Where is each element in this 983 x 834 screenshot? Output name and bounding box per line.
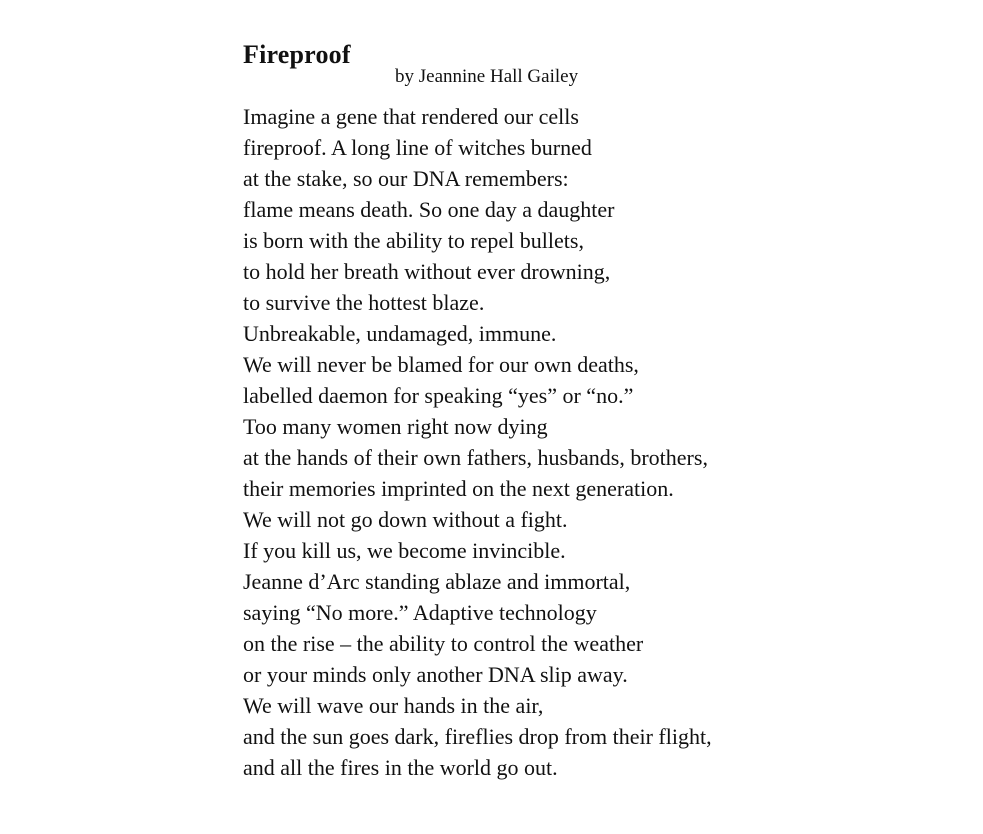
poem-line: is born with the ability to repel bullets, <box>243 228 584 253</box>
poem-line: saying “No more.” Adaptive technology <box>243 600 597 625</box>
poem-author: by Jeannine Hall Gailey <box>395 66 579 87</box>
poem-line: fireproof. A long line of witches burned <box>243 135 592 160</box>
poem-line: Unbreakable, undamaged, immune. <box>243 321 557 346</box>
poem-line: and the sun goes dark, fireflies drop from their flight, <box>243 724 712 749</box>
poem-line: We will not go down without a fight. <box>243 507 568 532</box>
poem-line: labelled daemon for speaking “yes” or “no.” <box>243 383 634 408</box>
poem-line: Jeanne d’Arc standing ablaze and immortal, <box>243 569 631 594</box>
poem-line: Too many women right now dying <box>243 414 548 439</box>
poem-line: flame means death. So one day a daughter <box>243 197 615 222</box>
poem-line: to survive the hottest blaze. <box>243 290 485 315</box>
poem-line: on the rise – the ability to control the weather <box>243 631 644 656</box>
poem-line: We will never be blamed for our own deaths, <box>243 352 639 377</box>
poem-line: and all the fires in the world go out. <box>243 755 558 780</box>
poem-line: at the stake, so our DNA remembers: <box>243 166 569 191</box>
poem-line: Imagine a gene that rendered our cells <box>243 104 579 129</box>
poem-line: at the hands of their own fathers, husbands, brothers, <box>243 445 708 470</box>
poem-line: We will wave our hands in the air, <box>243 693 544 718</box>
poem-line: If you kill us, we become invincible. <box>243 538 566 563</box>
poem-body <box>243 101 712 783</box>
poem-line: or your minds only another DNA slip away. <box>243 662 628 687</box>
poem-line: to hold her breath without ever drowning, <box>243 259 611 284</box>
poem-title: Fireproof <box>243 40 351 69</box>
poem-line: their memories imprinted on the next generation. <box>243 476 674 501</box>
